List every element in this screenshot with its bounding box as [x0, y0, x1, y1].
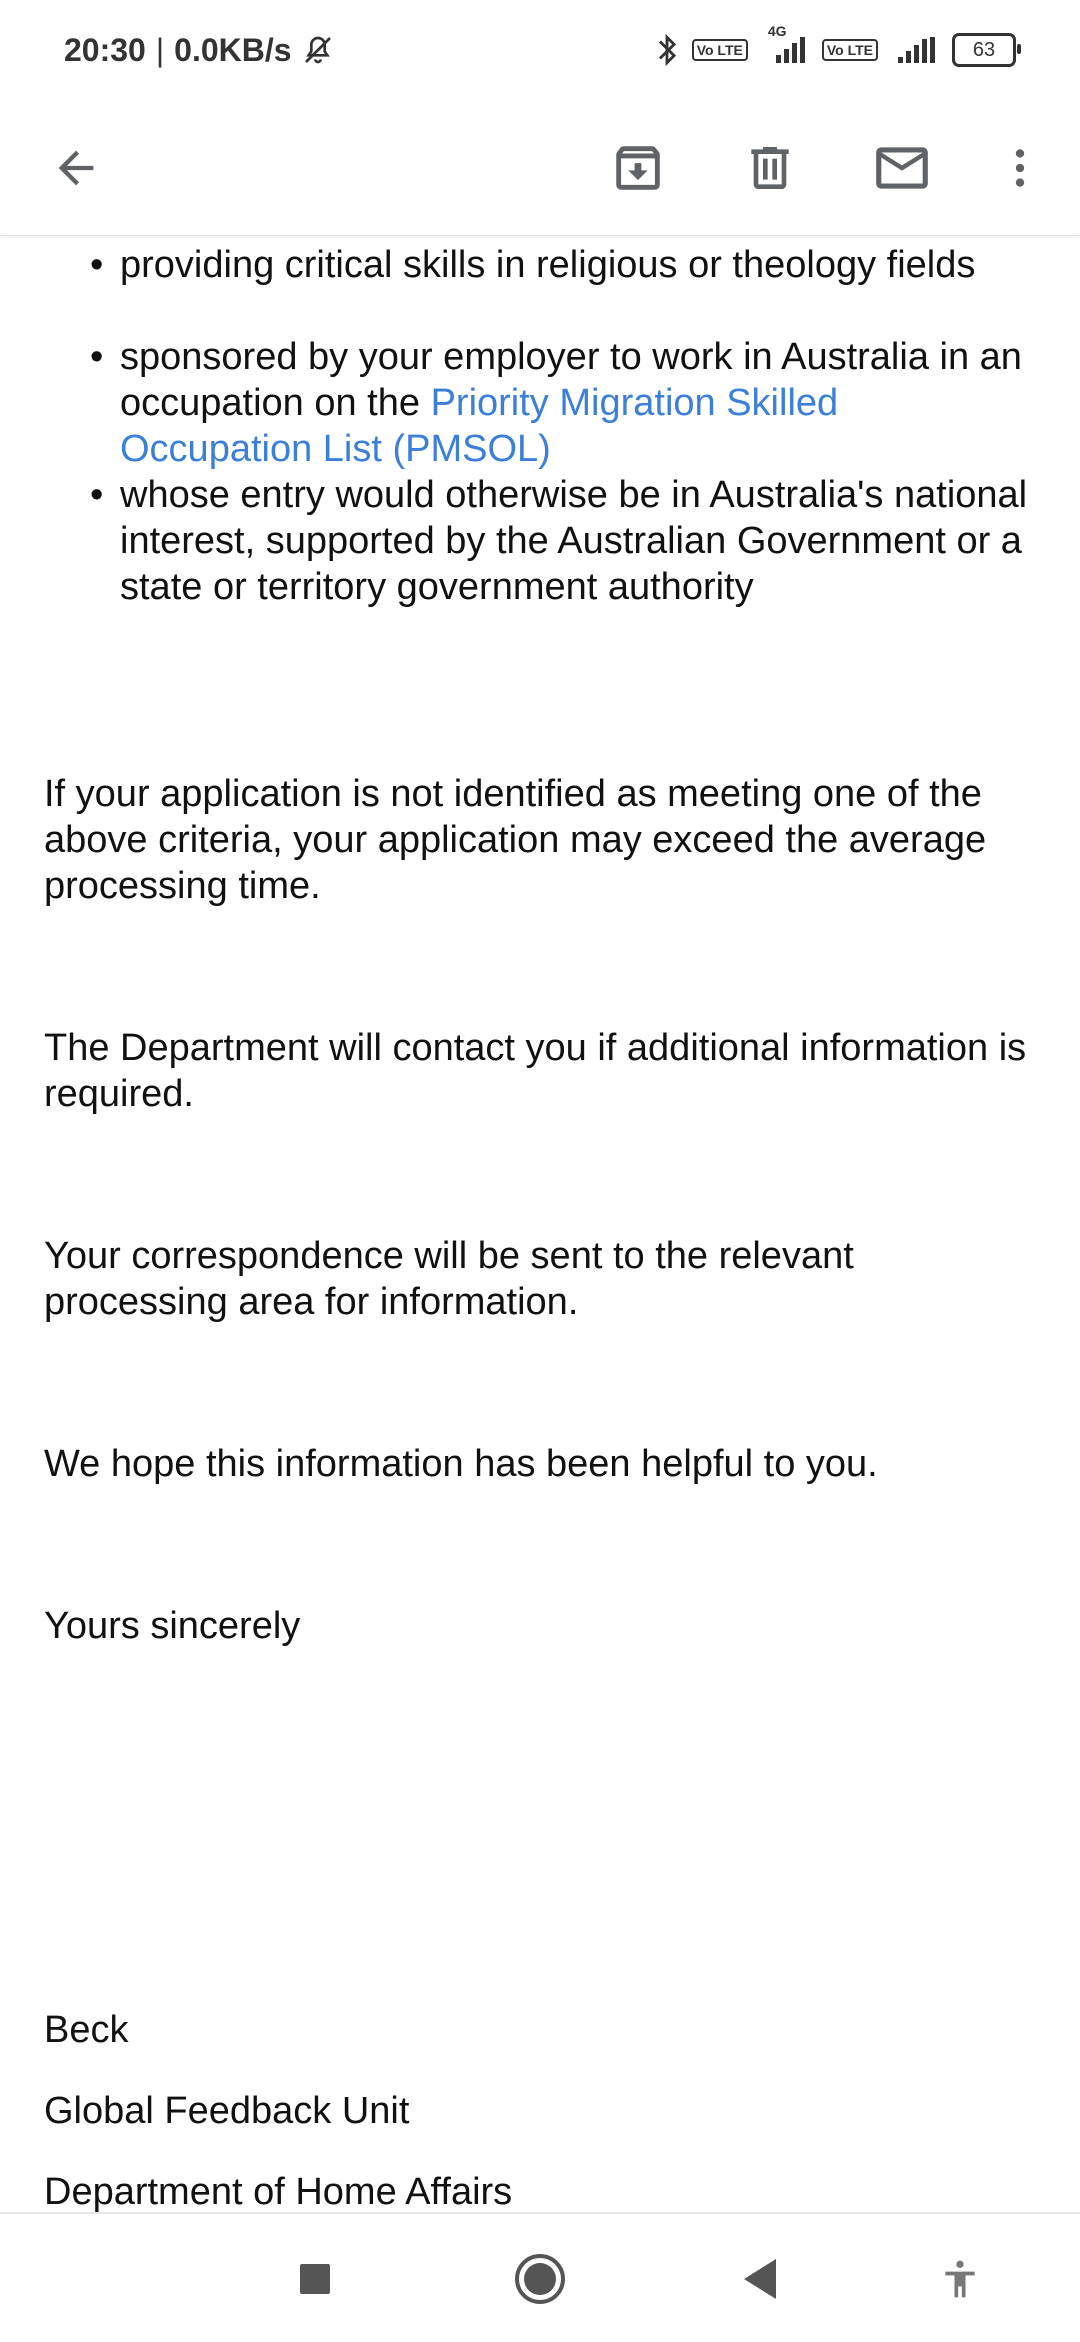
status-right — [656, 23, 1016, 67]
list-item — [120, 242, 1040, 288]
signal-icon — [892, 35, 938, 65]
signature-name: Beck — [44, 2009, 129, 2051]
network-4g-label: 4G — [767, 23, 787, 39]
muted-bell-icon — [302, 34, 334, 66]
paragraph-helpful: We hope this information has been helpful to you. — [44, 1443, 878, 1485]
network-speed: 0.0KB/s — [174, 31, 292, 68]
volte-badge-1: Vo LTE — [692, 39, 748, 61]
system-nav-bar — [0, 2212, 1080, 2342]
accessibility-button[interactable] — [925, 2244, 995, 2314]
list-item-text: whose entry would otherwise be in Australia's national interest, supported by the Australian Government or a state or territory government authority — [120, 474, 1028, 608]
mail-icon — [871, 137, 933, 199]
list-item — [120, 472, 1040, 610]
archive-icon — [609, 139, 667, 197]
recents-button[interactable] — [280, 2244, 350, 2314]
paragraph-correspondence: Your correspondence will be sent to the relevant processing area for information. — [44, 1235, 854, 1323]
more-options-button[interactable] — [974, 122, 1066, 214]
square-icon — [298, 2262, 332, 2296]
battery-indicator: 63 — [952, 33, 1016, 67]
list-item-text: providing critical skills in religious or theology fields — [120, 244, 976, 286]
arrow-left-icon — [50, 142, 102, 194]
home-button[interactable] — [505, 2244, 575, 2314]
list-item-text: sponsored by your employer to work in Australia in an occupation on the — [120, 336, 1022, 424]
signal-4g-icon — [762, 23, 808, 65]
signature-unit: Global Feedback Unit — [44, 2090, 410, 2132]
sign-off: Yours sincerely — [44, 1605, 301, 1647]
status-left — [64, 32, 334, 69]
bluetooth-icon — [656, 33, 678, 67]
archive-button[interactable] — [592, 122, 684, 214]
status-bar — [0, 0, 1080, 100]
signature-department: Department of Home Affairs — [44, 2171, 513, 2212]
back-nav-button[interactable] — [725, 2244, 795, 2314]
list-item — [120, 334, 1040, 472]
email-toolbar — [0, 100, 1080, 236]
paragraph-contact-notice: The Department will contact you if additional information is required. — [44, 1027, 1027, 1115]
email-body — [0, 237, 1080, 2212]
mark-unread-button[interactable] — [856, 122, 948, 214]
trash-icon — [742, 140, 798, 196]
accessibility-icon — [938, 2257, 982, 2301]
volte-badge-2: Vo LTE — [822, 39, 878, 61]
status-time: 20:30 — [64, 31, 146, 68]
more-vertical-icon — [995, 143, 1045, 193]
circle-icon — [513, 2252, 567, 2306]
delete-button[interactable] — [724, 122, 816, 214]
status-separator: | — [155, 31, 165, 68]
triangle-back-icon — [740, 2257, 780, 2301]
pmsol-link[interactable]: Priority Migration Skilled Occupation List (PMSOL) — [120, 382, 839, 470]
back-button[interactable] — [30, 122, 122, 214]
paragraph-criteria-notice: If your application is not identified as meeting one of the above criteria, your application may exceed the average processing time. — [44, 773, 987, 907]
